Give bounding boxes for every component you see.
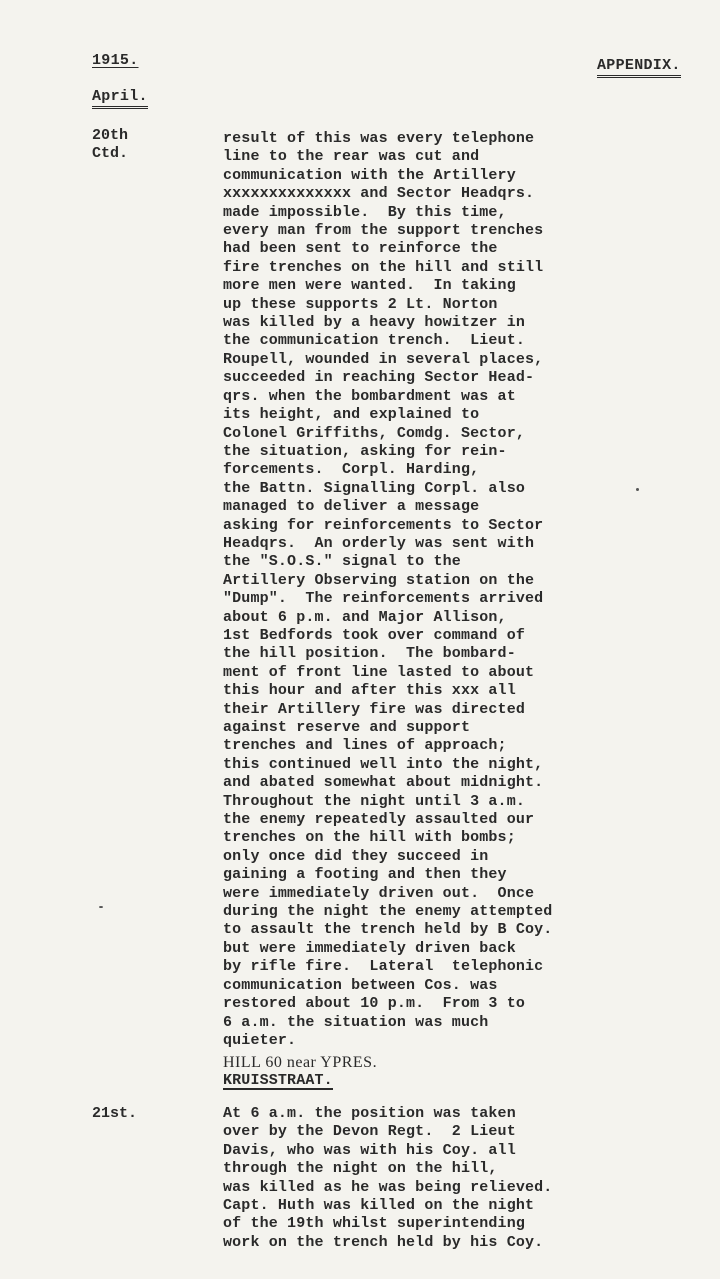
text-line: communication with the Artillery bbox=[223, 166, 516, 184]
text-line: had been sent to reinforce the bbox=[223, 240, 498, 258]
text-line: this hour and after this xxx all bbox=[223, 682, 516, 700]
text-line: only once did they succeed in bbox=[223, 847, 489, 865]
ink-speck bbox=[636, 488, 639, 491]
entry-date-21st bbox=[92, 1105, 137, 1123]
text-line: about 6 p.m. and Major Allison, bbox=[223, 608, 507, 626]
text-line: against reserve and support bbox=[223, 719, 471, 736]
text-line: its height, and explained to bbox=[223, 406, 480, 424]
text-line: gaining a footing and then they bbox=[223, 866, 507, 884]
text-line: line to the rear was cut and bbox=[223, 148, 480, 166]
text-line: xxxxxxxxxxxxxx and Sector Headqrs. bbox=[223, 185, 535, 203]
text-line: quieter. bbox=[223, 1031, 297, 1049]
text-line: work on the trench held by his Coy. bbox=[223, 1233, 544, 1251]
text-line: the communication trench. Lieut. bbox=[223, 332, 525, 350]
text-line: trenches and lines of approach; bbox=[223, 737, 507, 755]
text-line: communication between Cos. was bbox=[223, 976, 498, 994]
text-line: Colonel Griffiths, Comdg. Sector, bbox=[223, 424, 525, 442]
text-line: Roupell, wounded in several places, bbox=[223, 350, 544, 368]
text-line: Headqrs. An orderly was sent with bbox=[223, 534, 535, 552]
text-line: was killed by a heavy howitzer in bbox=[223, 314, 525, 332]
text-line: this continued well into the night, bbox=[223, 755, 544, 773]
text-line: asking for reinforcements to Sector bbox=[223, 516, 544, 534]
text-line: Throughout the night until 3 a.m. bbox=[223, 792, 525, 810]
sublocation-label: KRUISSTRAAT. bbox=[223, 1072, 333, 1090]
text-line: up these supports 2 Lt. Norton bbox=[223, 295, 498, 313]
date-line: Ctd. bbox=[92, 145, 129, 163]
entry-text-21st bbox=[223, 1105, 663, 1252]
text-line: fire trenches on the hill and still bbox=[223, 258, 544, 276]
text-line: but were immediately driven back bbox=[223, 939, 516, 957]
text-line: every man from the support trenches bbox=[223, 222, 544, 240]
text-line: of the 19th whilst superintending bbox=[223, 1215, 525, 1233]
text-line: Davis, who was with his Coy. all bbox=[223, 1141, 516, 1159]
text-line: by rifle fire. Lateral telephonic bbox=[223, 958, 544, 976]
text-line: more men were wanted. In taking bbox=[223, 277, 516, 295]
text-line: their Artillery fire was directed bbox=[223, 700, 525, 718]
text-line: the Battn. Signalling Corpl. also bbox=[223, 479, 525, 497]
text-line: and abated somewhat about midnight. bbox=[223, 774, 544, 792]
text-line: 6 a.m. the situation was much bbox=[223, 1013, 489, 1031]
year-heading: 1915. bbox=[92, 52, 139, 69]
entry-text-20th bbox=[223, 130, 663, 1050]
appendix-heading: APPENDIX. bbox=[597, 57, 681, 78]
text-line: through the night on the hill, bbox=[223, 1160, 498, 1178]
text-line: the enemy repeatedly assaulted our bbox=[223, 811, 535, 829]
text-line: during the night the enemy attempted bbox=[223, 903, 553, 921]
date-line: 20th bbox=[92, 127, 129, 144]
text-line: 1st Bedfords took over command of bbox=[223, 626, 525, 644]
text-line: "Dump". The reinforcements arrived bbox=[223, 590, 544, 608]
text-line: the hill position. The bombard- bbox=[223, 645, 516, 663]
text-line: forcements. Corpl. Harding, bbox=[223, 461, 480, 479]
date-line: 21st. bbox=[92, 1105, 138, 1122]
entry-date-20th bbox=[92, 127, 128, 164]
text-line: succeeded in reaching Sector Head- bbox=[223, 369, 535, 387]
text-line: trenches on the hill with bombs; bbox=[223, 829, 516, 847]
text-line: Artillery Observing station on the bbox=[223, 571, 535, 589]
month-heading: April. bbox=[92, 88, 148, 109]
text-line: the "S.O.S." signal to the bbox=[223, 553, 461, 571]
text-line: was killed as he was being relieved. bbox=[223, 1178, 553, 1196]
location-label: HILL 60 near YPRES. bbox=[223, 1054, 378, 1071]
text-line: were immediately driven out. Once bbox=[223, 884, 535, 902]
location-block bbox=[223, 1054, 663, 1091]
text-line: result of this was every telephone bbox=[223, 130, 535, 147]
text-line: made impossible. By this time, bbox=[223, 203, 507, 221]
text-line: qrs. when the bombardment was at bbox=[223, 387, 516, 405]
text-line: managed to deliver a message bbox=[223, 498, 480, 516]
text-line: over by the Devon Regt. 2 Lieut bbox=[223, 1123, 516, 1141]
text-line: the situation, asking for rein- bbox=[223, 442, 507, 460]
text-line: restored about 10 p.m. From 3 to bbox=[223, 995, 525, 1013]
text-line: ment of front line lasted to about bbox=[223, 663, 535, 681]
text-line: to assault the trench held by B Coy. bbox=[223, 921, 553, 939]
text-line: At 6 a.m. the position was taken bbox=[223, 1105, 516, 1122]
text-line: Capt. Huth was killed on the night bbox=[223, 1197, 535, 1215]
ink-speck bbox=[99, 906, 103, 908]
